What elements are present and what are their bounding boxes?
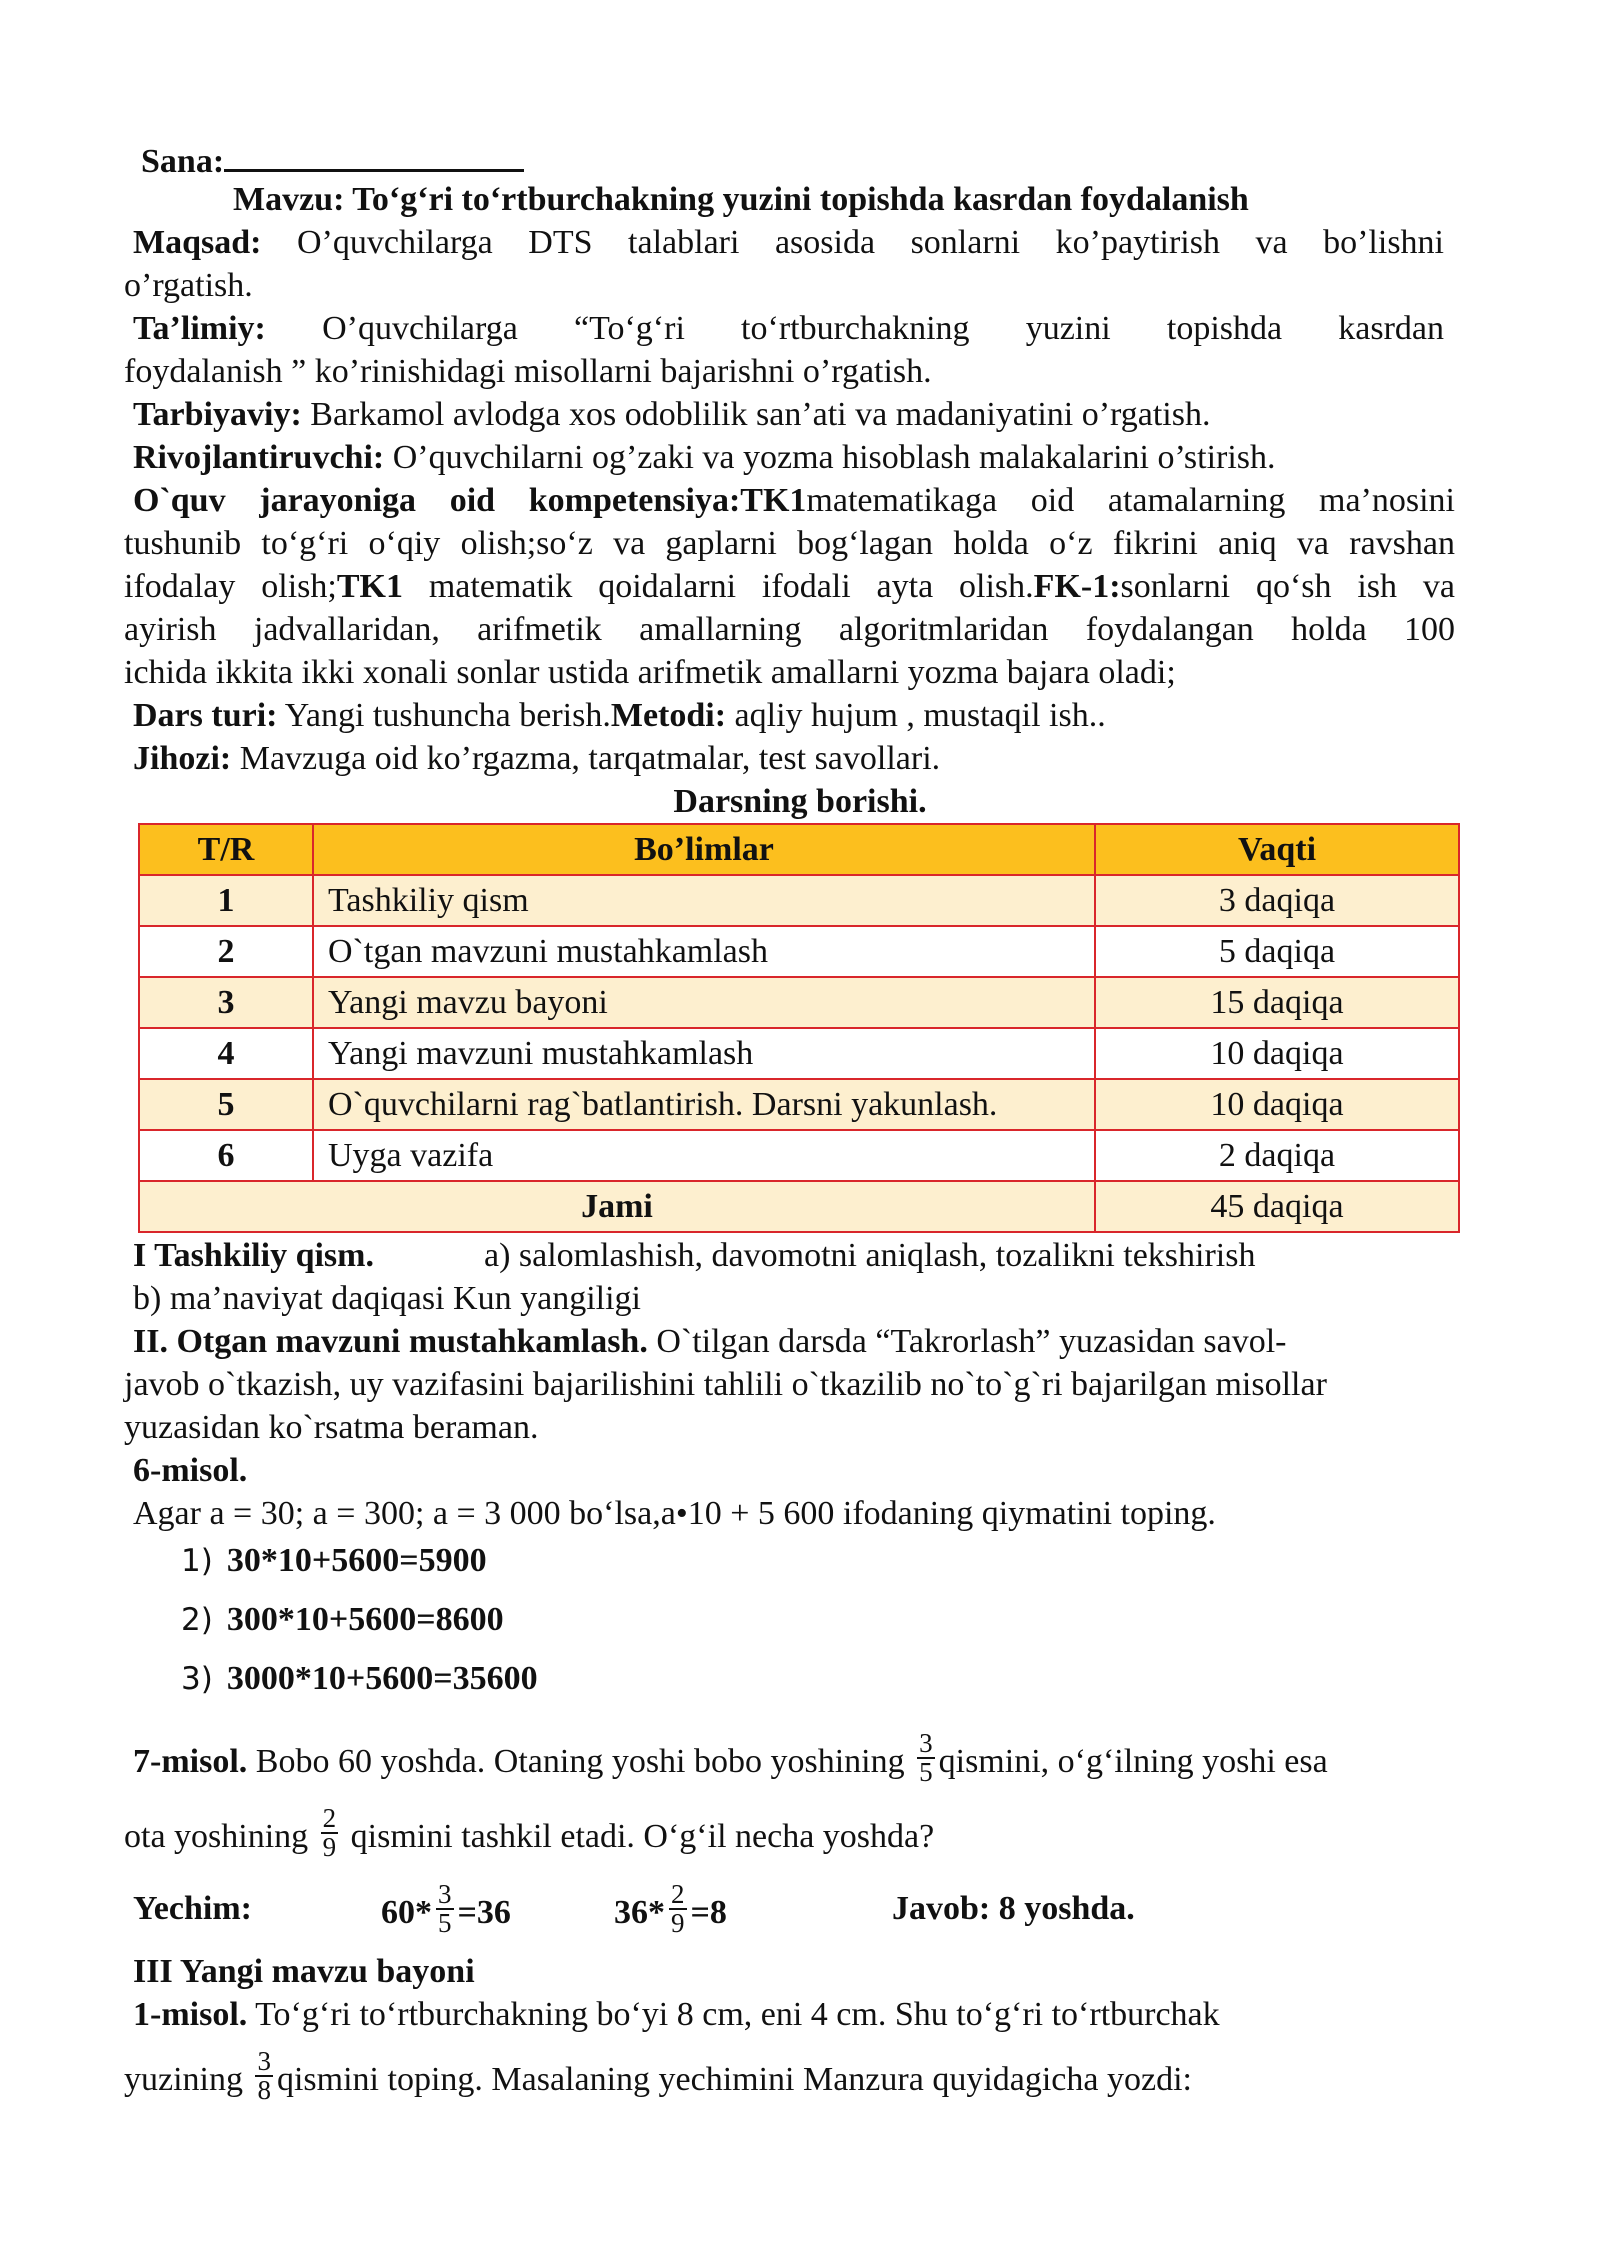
item-expression: 3000*10+5600=35600 <box>226 1660 538 1697</box>
maqsad-label: Maqsad: <box>133 224 262 261</box>
row-time: 10 daqiqa <box>1095 1028 1459 1079</box>
fraction-2-9 <box>321 1805 339 1861</box>
rivojlantiruvchi-line <box>133 436 1276 479</box>
header-tr: T/R <box>139 824 313 875</box>
rivojlantiruvchi-text: O’quvchilarni og’zaki va yozma hisoblash malakalarini o’stirish. <box>392 439 1276 476</box>
table-header-row <box>139 824 1459 875</box>
section2-text-1: O`tilgan darsda “Takrorlash” yuzasidan savol- <box>647 1323 1287 1360</box>
fraction-3-8 <box>255 2048 273 2104</box>
maqsad-line-2: o’rgatish. <box>124 267 253 304</box>
date-blank <box>224 135 524 172</box>
kompetensiya-label: O`quv jarayoniga oid kompetensiya: <box>133 482 741 519</box>
kompetensiya-text-3c: sonlarni qo‘sh ish va <box>1120 568 1456 605</box>
jihozi-line <box>133 737 940 780</box>
row-number: 3 <box>139 977 313 1028</box>
row-section: Uyga vazifa <box>313 1130 1095 1181</box>
row-time: 10 daqiqa <box>1095 1079 1459 1130</box>
section2-line-1 <box>133 1320 1287 1363</box>
row-section: Yangi mavzu bayoni <box>313 977 1095 1028</box>
row-number: 2 <box>139 926 313 977</box>
row-time: 5 daqiqa <box>1095 926 1459 977</box>
table-title: Darsning borishi. <box>673 783 927 820</box>
dars-turi-text: Yangi tushuncha berish. <box>284 697 611 734</box>
maqsad-text: O’quvchilarga DTS talablari asosida sonlarni ko’paytirish va bo’lishni <box>297 224 1444 261</box>
rivojlantiruvchi-label: Rivojlantiruvchi: <box>133 439 385 476</box>
kompetensiya-text-3a: ifodalay olish; <box>124 568 337 605</box>
misol7-line-2 <box>124 1803 935 1867</box>
section1-item-b: b) ma’naviyat daqiqasi Kun yangiligi <box>133 1280 641 1317</box>
section2-title: II. Otgan mavzuni mustahkamlash. <box>133 1323 648 1360</box>
row-number: 5 <box>139 1079 313 1130</box>
row-time: 15 daqiqa <box>1095 977 1459 1028</box>
fraction-3-5 <box>917 1730 935 1786</box>
table-row <box>139 875 1459 926</box>
section1-line-a <box>133 1234 1255 1277</box>
item-expression: 300*10+5600=8600 <box>226 1601 504 1638</box>
misol6-item <box>181 1598 504 1642</box>
tarbiyaviy-label: Tarbiyaviy: <box>133 396 302 433</box>
misol7-text-1a: Bobo 60 yoshda. Otaning yoshi bobo yoshining <box>247 1742 914 1780</box>
misol7-line-1 <box>133 1728 1328 1792</box>
kompetensiya-line-3 <box>124 565 1455 608</box>
jihozi-label: Jihozi: <box>133 740 232 777</box>
calc1-left: 60* <box>381 1893 432 1931</box>
misol7-text-1b: qismini, o‘g‘ilning yoshi esa <box>938 1742 1328 1780</box>
fraction-denominator: 8 <box>257 2075 271 2105</box>
fraction-numerator: 3 <box>438 1879 452 1909</box>
calc1-result: =36 <box>457 1893 511 1931</box>
row-number: 4 <box>139 1028 313 1079</box>
yechim-calc-1 <box>381 1879 511 1943</box>
calc2-result: =8 <box>690 1893 727 1931</box>
section3-line-1 <box>133 1993 1220 2036</box>
kompetensiya-line-1 <box>133 479 1455 522</box>
metodi-text: aqliy hujum , mustaqil ish.. <box>726 697 1106 734</box>
total-label: Jami <box>139 1181 1095 1232</box>
kompetensiya-line-2: tushunib to‘g‘ri o‘qiy olish;so‘z va gaplarni bog‘lagan holda o‘z fikrini aniq va ravshan <box>124 525 1455 562</box>
section3-text-2b: qismini toping. Masalaning yechimini Manzura quyidagicha yozdi: <box>276 2060 1192 2098</box>
fraction-denominator: 5 <box>919 1757 933 1787</box>
row-section: Yangi mavzuni mustahkamlash <box>313 1028 1095 1079</box>
talimiy-line-2: foydalanish ” ko’rinishidagi misollarni bajarishni o’rgatish. <box>124 353 932 390</box>
section3-text-2a: yuzining <box>124 2060 252 2098</box>
misol6-title: 6-misol. <box>133 1452 248 1489</box>
section3-misol-label: 1-misol. <box>133 1996 248 2033</box>
header-bolimlar: Bo’limlar <box>313 824 1095 875</box>
section1-title: I Tashkiliy qism. <box>133 1237 374 1274</box>
tk1-label-2: TK1 <box>336 568 403 605</box>
section3-line-2 <box>124 2046 1192 2110</box>
talimiy-text: O’quvchilarga “To‘g‘ri to‘rtburchakning yuzini topishda kasrdan <box>322 310 1445 347</box>
row-number: 6 <box>139 1130 313 1181</box>
kompetensiya-text-1: matematikaga oid atamalarning ma’nosini <box>806 482 1455 519</box>
yechim-calc-2 <box>614 1879 727 1943</box>
misol6-item <box>181 1657 538 1701</box>
table-row <box>139 977 1459 1028</box>
lesson-topic: Mavzu: To‘g‘ri to‘rtburchakning yuzini topishda kasrdan foydalanish <box>233 181 1249 218</box>
misol6-item <box>181 1539 487 1583</box>
tarbiyaviy-line <box>133 393 1210 436</box>
fraction-numerator: 2 <box>671 1879 685 1909</box>
date-label: Sana: <box>141 143 225 180</box>
row-time: 2 daqiqa <box>1095 1130 1459 1181</box>
talimiy-label: Ta’limiy: <box>133 310 266 347</box>
yechim-label: Yechim: <box>133 1890 252 1927</box>
javob: Javob: 8 yoshda. <box>892 1890 1135 1927</box>
row-section: O`quvchilarni rag`batlantirish. Darsni yakunlash. <box>313 1079 1095 1130</box>
fraction-denominator: 5 <box>438 1908 452 1938</box>
jihozi-text: Mavzuga oid ko’rgazma, tarqatmalar, test savollari. <box>239 740 941 777</box>
fraction-denominator: 9 <box>322 1832 337 1862</box>
header-vaqti: Vaqti <box>1095 824 1459 875</box>
tarbiyaviy-text: Barkamol avlodga xos odoblilik san’ati va madaniyatini o’rgatish. <box>310 396 1211 433</box>
table-row <box>139 1028 1459 1079</box>
section2-line-3: yuzasidan ko`rsatma beraman. <box>124 1409 539 1446</box>
item-expression: 30*10+5600=5900 <box>226 1542 487 1579</box>
item-number: 1) <box>181 1543 213 1579</box>
metodi-label: Metodi: <box>610 697 727 734</box>
section3-text-1: To‘g‘ri to‘rtburchakning bo‘yi 8 cm, eni 4 cm. Shu to‘g‘ri to‘rtburchak <box>247 1996 1220 2033</box>
dars-turi-label: Dars turi: <box>133 697 278 734</box>
row-number: 1 <box>139 875 313 926</box>
kompetensiya-line-5: ichida ikkita ikki xonali sonlar ustida arifmetik amallarni yozma bajara oladi; <box>124 654 1176 691</box>
dars-turi-line <box>133 694 1106 737</box>
table-row <box>139 1130 1459 1181</box>
tk1-label: TK1 <box>740 482 807 519</box>
kompetensiya-text-3b: matematik qoidalarni ifodali ayta olish. <box>402 568 1034 605</box>
table-row <box>139 926 1459 977</box>
misol7-title: 7-misol. <box>133 1742 248 1780</box>
fraction-numerator: 3 <box>919 1728 933 1758</box>
item-number: 2) <box>181 1602 213 1638</box>
table-row <box>139 1079 1459 1130</box>
fraction-denominator: 9 <box>671 1908 685 1938</box>
kompetensiya-line-4: ayirish jadvallaridan, arifmetik amallarning algoritmlaridan foydalangan holda 100 <box>124 611 1455 648</box>
fraction-numerator: 3 <box>257 2046 271 2076</box>
fk1-label: FK-1: <box>1033 568 1121 605</box>
fraction-numerator: 2 <box>322 1803 337 1833</box>
total-value: 45 daqiqa <box>1095 1181 1459 1232</box>
talimiy-line-1 <box>133 307 1444 350</box>
section3-title: III Yangi mavzu bayoni <box>133 1953 475 1990</box>
row-section: O`tgan mavzuni mustahkamlash <box>313 926 1095 977</box>
row-section: Tashkiliy qism <box>313 875 1095 926</box>
lesson-plan-table <box>138 823 1460 1233</box>
misol6-text: Agar a = 30; a = 300; a = 3 000 bo‘lsa,a•10 + 5 600 ifodaning qiymatini toping. <box>133 1495 1216 1532</box>
table-total-row <box>139 1181 1459 1232</box>
misol7-text-2b: qismini tashkil etadi. O‘g‘il necha yoshda? <box>342 1817 935 1855</box>
maqsad-line-1 <box>133 221 1444 264</box>
fraction-2-9 <box>669 1881 687 1937</box>
misol7-text-2a: ota yoshining <box>124 1817 317 1855</box>
row-time: 3 daqiqa <box>1095 875 1459 926</box>
calc2-left: 36* <box>614 1893 665 1931</box>
section1-item-a: a) salomlashish, davomotni aniqlash, tozalikni tekshirish <box>483 1237 1256 1274</box>
fraction-3-5 <box>436 1881 454 1937</box>
section2-line-2: javob o`tkazish, uy vazifasini bajarilishini tahlili o`tkazilib no`to`g`ri bajarilgan misollar <box>124 1366 1327 1403</box>
item-number: 3) <box>181 1661 213 1697</box>
date-line <box>141 135 524 183</box>
